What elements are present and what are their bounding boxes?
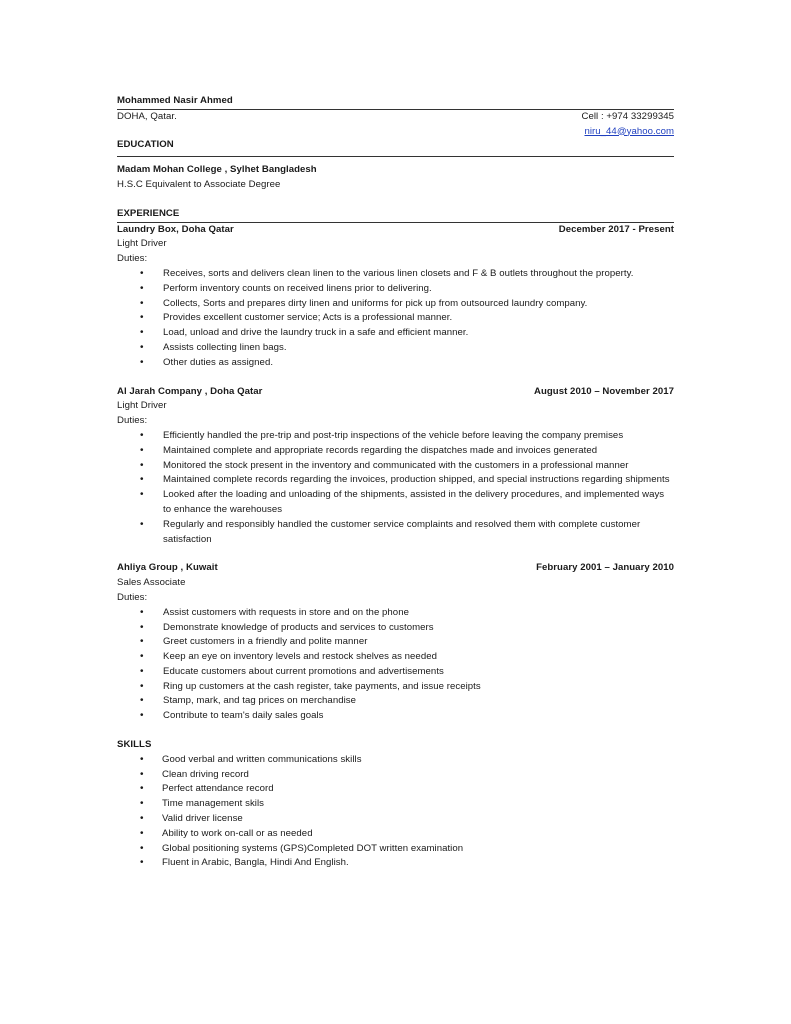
education-degree: H.S.C Equivalent to Associate Degree <box>117 178 281 190</box>
job-entry <box>117 385 674 548</box>
name-row <box>117 94 674 110</box>
job-company: Al Jarah Company , Doha Qatar <box>117 385 263 397</box>
skills-heading: SKILLS <box>117 739 152 751</box>
job-entry <box>117 561 674 724</box>
list-item: • Time management skils <box>117 797 674 812</box>
duties-label: Duties: <box>117 415 148 427</box>
duties-label: Duties: <box>117 591 148 603</box>
list-item: • Collects, Sorts and prepares dirty linen and uniforms for pick up from outsourced laundry company. <box>117 297 674 312</box>
list-item: • Assist customers with requests in store and on the phone <box>117 606 674 621</box>
duties-list <box>117 267 674 371</box>
job-company: Ahliya Group , Kuwait <box>117 562 218 574</box>
list-item: • Maintained complete records regarding the invoices, production shipped, and special instructions regarding shipments <box>117 473 674 488</box>
candidate-name: Mohammed Nasir Ahmed <box>117 95 233 106</box>
experience-heading: EXPERIENCE <box>117 207 674 223</box>
list-item: • Fluent in Arabic, Bangla, Hindi And English. <box>117 856 674 871</box>
list-item: • Ability to work on-call or as needed <box>117 827 674 842</box>
list-item: • Provides excellent customer service; Acts is a professional manner. <box>117 311 674 326</box>
job-role: Sales Associate <box>117 577 186 589</box>
list-item: • Perform inventory counts on received linens prior to delivering. <box>117 282 674 297</box>
job-header <box>117 385 674 400</box>
job-role: Light Driver <box>117 238 167 250</box>
duties-list <box>117 429 674 547</box>
list-item: • Perfect attendance record <box>117 782 674 797</box>
list-item: • Keep an eye on inventory levels and restock shelves as needed <box>117 650 674 665</box>
resume-page <box>117 94 674 871</box>
location-text: DOHA, Qatar. <box>117 110 177 122</box>
list-item: • Valid driver license <box>117 812 674 827</box>
job-dates: December 2017 - Present <box>558 223 674 235</box>
job-role: Light Driver <box>117 400 167 412</box>
list-item: • Maintained complete and appropriate records regarding the dispatches made and invoices generated <box>117 444 674 459</box>
duties-list <box>117 606 674 724</box>
list-item: • Contribute to team's daily sales goals <box>117 709 674 724</box>
list-item: • Educate customers about current promotions and advertisements <box>117 665 674 680</box>
list-item: • Stamp, mark, and tag prices on merchandise <box>117 694 674 709</box>
education-heading: EDUCATION <box>117 138 674 157</box>
job-company: Laundry Box, Doha Qatar <box>117 223 234 235</box>
job-header <box>117 561 674 576</box>
contact-details <box>582 110 674 140</box>
job-entry <box>117 223 674 371</box>
skills-list <box>117 753 674 871</box>
list-item: • Regularly and responsibly handled the customer service complaints and resolved them with complete customer satisfaction <box>117 518 674 548</box>
job-header <box>117 223 674 238</box>
list-item: • Looked after the loading and unloading of the shipments, assisted in the delivery procedures, and implemented ways to enhance the warehouses <box>117 488 674 518</box>
education-school: Madam Mohan College , Sylhet Bangladesh <box>117 164 317 176</box>
list-item: • Clean driving record <box>117 768 674 783</box>
job-dates: August 2010 – November 2017 <box>534 385 674 397</box>
list-item: • Monitored the stock present in the inventory and communicated with the customers in a professional manner <box>117 459 674 474</box>
phone-text: Cell : +974 33299345 <box>581 110 674 122</box>
list-item: • Demonstrate knowledge of products and services to customers <box>117 621 674 636</box>
job-dates: February 2001 – January 2010 <box>536 562 674 574</box>
email-link[interactable]: niru_44@yahoo.com <box>584 125 674 137</box>
duties-label: Duties: <box>117 253 148 265</box>
list-item: • Other duties as assigned. <box>117 356 674 371</box>
list-item: • Load, unload and drive the laundry truck in a safe and efficient manner. <box>117 326 674 341</box>
list-item: • Assists collecting linen bags. <box>117 341 674 356</box>
contact-row <box>117 110 674 140</box>
list-item: • Global positioning systems (GPS)Completed DOT written examination <box>117 842 674 857</box>
list-item: • Efficiently handled the pre-trip and post-trip inspections of the vehicle before leaving the company premises <box>117 429 674 444</box>
list-item: • Good verbal and written communications skills <box>117 753 674 768</box>
list-item: • Receives, sorts and delivers clean linen to the various linen closets and F & B outlets throughout the property. <box>117 267 674 282</box>
list-item: • Ring up customers at the cash register, take payments, and issue receipts <box>117 680 674 695</box>
list-item: • Greet customers in a friendly and polite manner <box>117 635 674 650</box>
